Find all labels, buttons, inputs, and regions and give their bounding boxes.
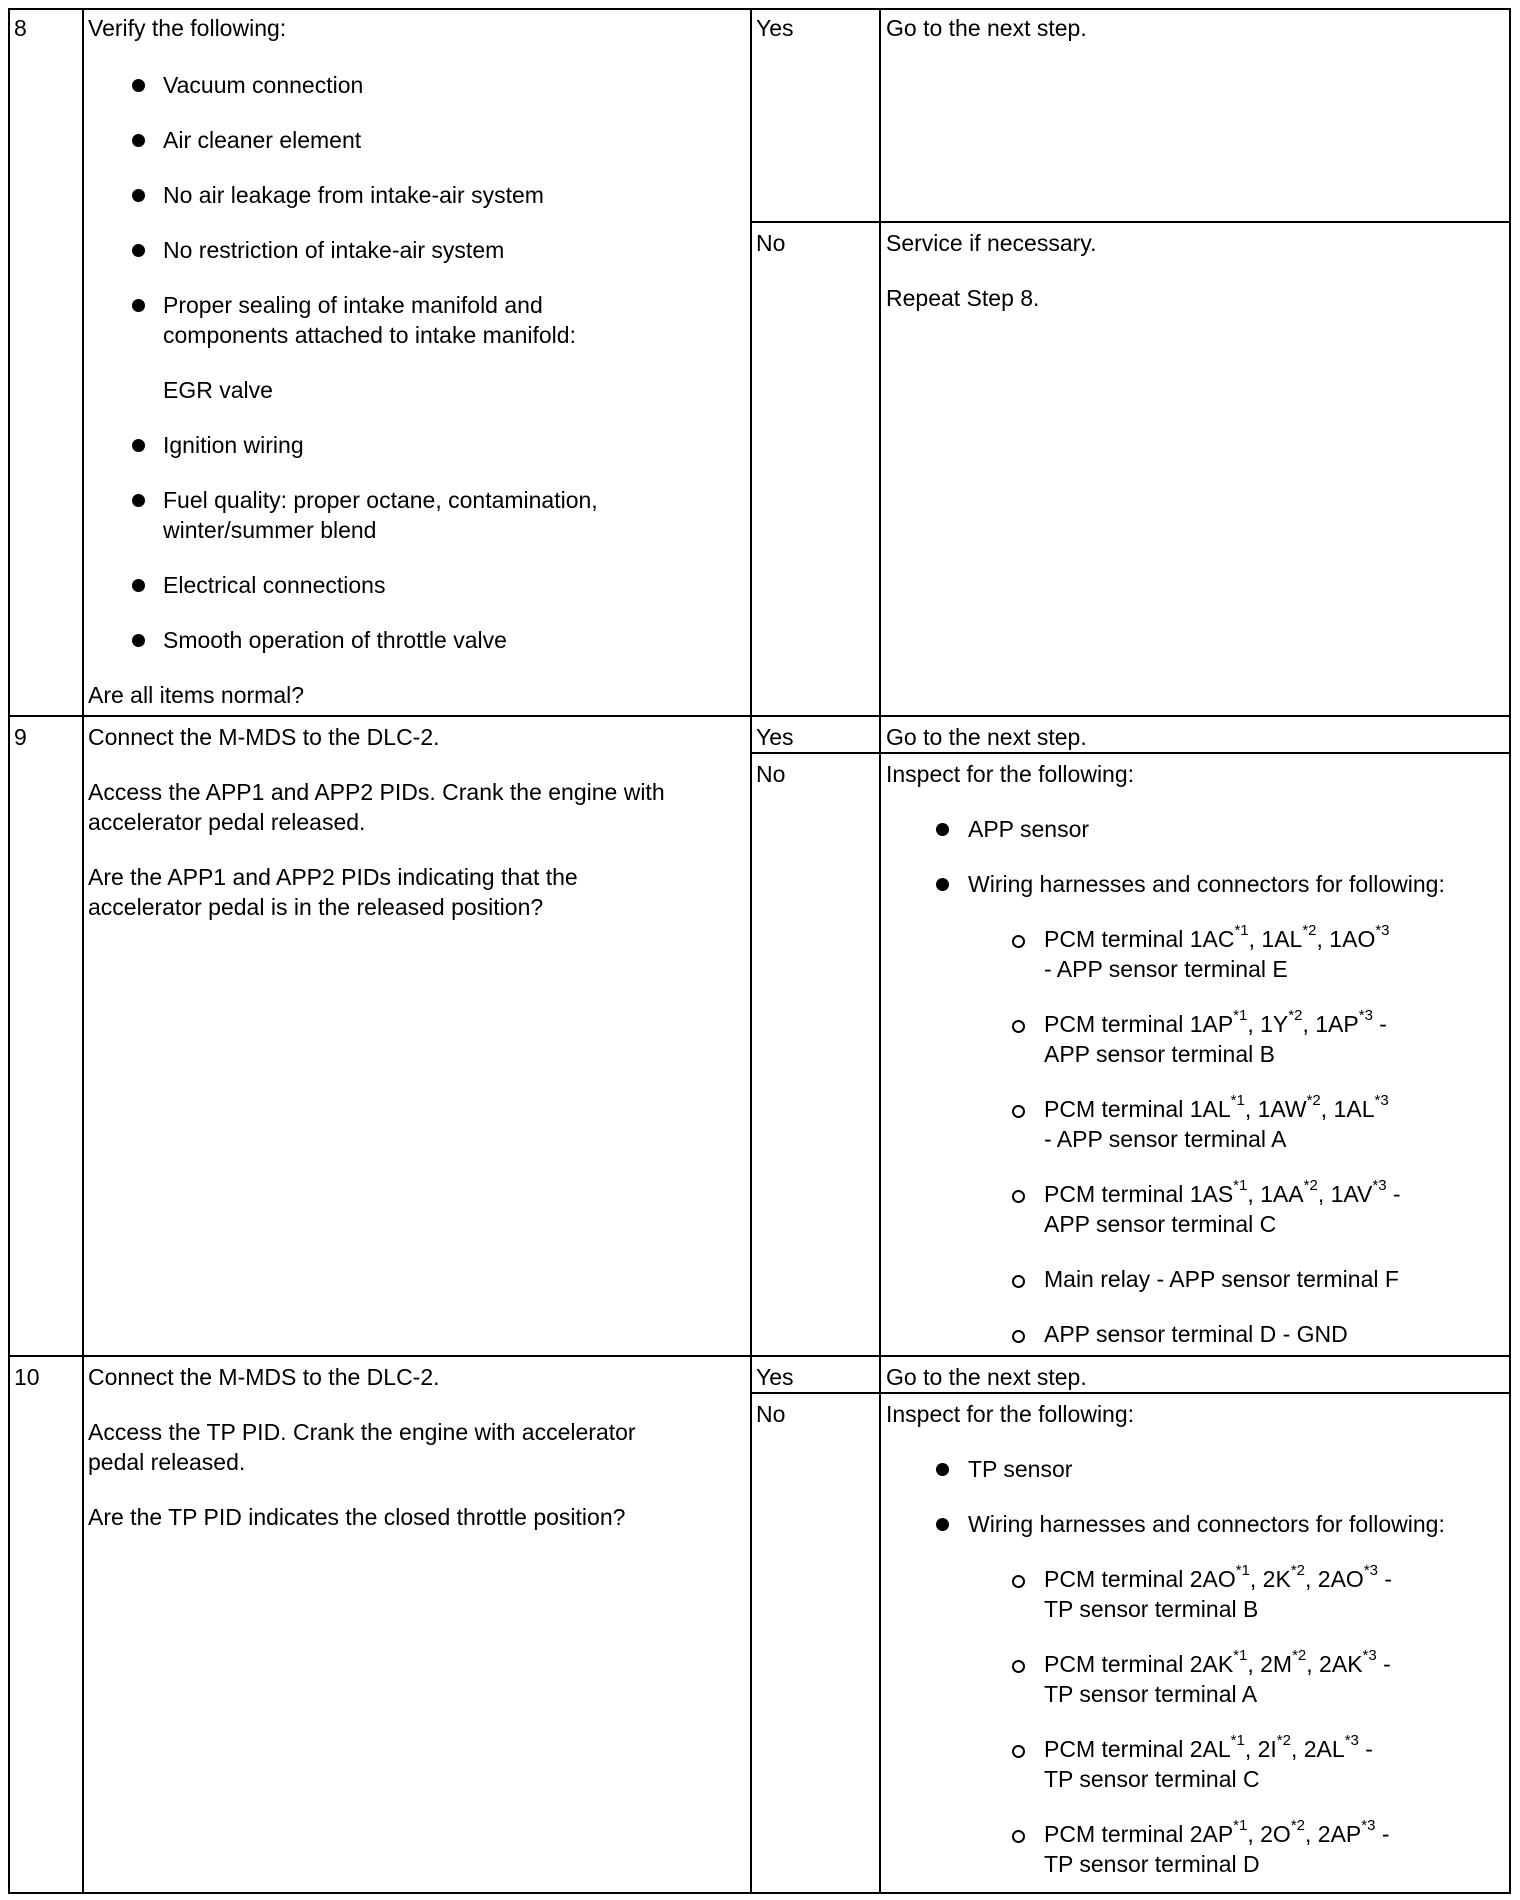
terminal-item-continued: TP sensor terminal C [1044,1766,1260,1792]
step-question: Are all items normal? [88,682,305,708]
inspect-item: APP sensor [968,816,1090,842]
yes-result: Go to the next step. [886,724,1087,750]
terminal-item-continued: APP sensor terminal C [1044,1211,1277,1237]
step-number: 10 [14,1364,40,1390]
row8-yes-no-divider [750,221,1511,223]
step-number: 9 [14,724,27,750]
circle-bullet-icon [1012,1745,1025,1758]
terminal-item-continued: TP sensor terminal A [1044,1681,1258,1707]
check-item: Air cleaner element [163,127,362,153]
bullet-icon [132,579,145,592]
row9-yes-no-divider [750,752,1511,754]
col-divider-3 [879,8,881,1894]
terminal-item: PCM terminal 1AL$^{*1}$, 1AW$^{*2}$, 1AL$^{*3}$ [1044,1092,1389,1122]
check-item: Ignition wiring [163,432,304,458]
bullet-icon [132,79,145,92]
step-question: Are the APP1 and APP2 PIDs indicating that the [88,864,578,890]
row10-yes-no-divider [750,1392,1511,1394]
terminal-item-continued: - APP sensor terminal A [1044,1126,1287,1152]
terminal-item: PCM terminal 2AP$^{*1}$, $2O^{*2}$, 2AP$^{*3}$ - [1044,1817,1390,1847]
bullet-icon [132,134,145,147]
no-label: No [756,1401,786,1427]
yes-label: Yes [756,1364,794,1390]
step-action: Access the TP PID. Crank the engine with accelerator [88,1419,636,1445]
col-divider-2 [750,8,752,1894]
terminal-item: PCM terminal 2AL$^{*1}$, $2I^{*2}$, 2AL$^{*3}$ - [1044,1732,1373,1762]
inspect-item: TP sensor [968,1456,1073,1482]
terminal-item-continued: TP sensor terminal D [1044,1851,1260,1877]
no-intro: Inspect for the following: [886,761,1135,787]
terminal-item: PCM terminal 2AK$^{*1}$, $2M^{*2}$, 2AK$^{*3}$ - [1044,1647,1391,1677]
step-action: Access the APP1 and APP2 PIDs. Crank the engine with [88,779,665,805]
circle-bullet-icon [1012,1275,1025,1288]
check-item-subtext: EGR valve [163,377,273,403]
circle-bullet-icon [1012,1020,1025,1033]
bullet-icon [132,634,145,647]
col-divider-1 [82,8,84,1894]
terminal-item: PCM terminal 1AS$^{*1}$, 1AA$^{*2}$, 1AV$^{*3}$ - [1044,1177,1401,1207]
step-question: accelerator pedal is in the released position? [88,894,544,920]
circle-bullet-icon [1012,935,1025,948]
circle-bullet-icon [1012,1330,1025,1343]
troubleshooting-table [8,8,1514,1894]
inspect-item: Wiring harnesses and connectors for following: [968,871,1445,897]
no-label: No [756,230,786,256]
circle-bullet-icon [1012,1575,1025,1588]
bullet-icon [132,189,145,202]
yes-result: Go to the next step. [886,15,1087,41]
bullet-icon [936,1463,949,1476]
yes-result: Go to the next step. [886,1364,1087,1390]
row-divider-9-10 [8,1355,1511,1357]
yes-label: Yes [756,724,794,750]
check-item: Vacuum connection [163,72,364,98]
row-divider-8-9 [8,715,1511,717]
terminal-item-continued: APP sensor terminal B [1044,1041,1275,1067]
check-item: Smooth operation of throttle valve [163,627,507,653]
bullet-icon [936,1518,949,1531]
inspect-item: Wiring harnesses and connectors for following: [968,1511,1445,1537]
check-item: No air leakage from intake-air system [163,182,544,208]
terminal-item: PCM terminal 1AC$^{*1}$, 1AL$^{*2}$, 1AO$^{*3}$ [1044,922,1390,952]
terminal-item: PCM terminal 1AP$^{*1}$, $1Y^{*2}$, 1AP$^{*3}$ - [1044,1007,1387,1037]
bullet-icon [132,494,145,507]
terminal-item: PCM terminal 2AO$^{*1}$, $2K^{*2}$, 2AO$^{*3}$ - [1044,1562,1393,1592]
bullet-icon [132,244,145,257]
step-action: pedal released. [88,1449,246,1475]
no-label: No [756,761,786,787]
check-item: Fuel quality: proper octane, contamination, [163,487,598,513]
bullet-icon [936,878,949,891]
step-number: 8 [14,15,27,41]
no-result: Service if necessary. [886,230,1097,256]
step-question: Are the TP PID indicates the closed throttle position? [88,1504,626,1530]
check-item: No restriction of intake-air system [163,237,505,263]
no-intro: Inspect for the following: [886,1401,1135,1427]
step-action: Connect the M-MDS to the DLC-2. [88,724,440,750]
bullet-icon [132,439,145,452]
step-intro: Verify the following: [88,15,287,41]
circle-bullet-icon [1012,1105,1025,1118]
check-item-continued: winter/summer blend [163,517,377,543]
check-item: Electrical connections [163,572,386,598]
circle-bullet-icon [1012,1830,1025,1843]
circle-bullet-icon [1012,1190,1025,1203]
bullet-icon [936,823,949,836]
bullet-icon [132,299,145,312]
step-action: accelerator pedal released. [88,809,366,835]
terminal-item: APP sensor terminal D - GND [1044,1321,1348,1347]
circle-bullet-icon [1012,1660,1025,1673]
terminal-item-continued: - APP sensor terminal E [1044,956,1288,982]
check-item: Proper sealing of intake manifold and [163,292,543,318]
terminal-item: Main relay - APP sensor terminal F [1044,1266,1399,1292]
no-result-repeat: Repeat Step 8. [886,285,1040,311]
step-action: Connect the M-MDS to the DLC-2. [88,1364,440,1390]
check-item-continued: components attached to intake manifold: [163,322,576,348]
terminal-item-continued: TP sensor terminal B [1044,1596,1259,1622]
yes-label: Yes [756,15,794,41]
